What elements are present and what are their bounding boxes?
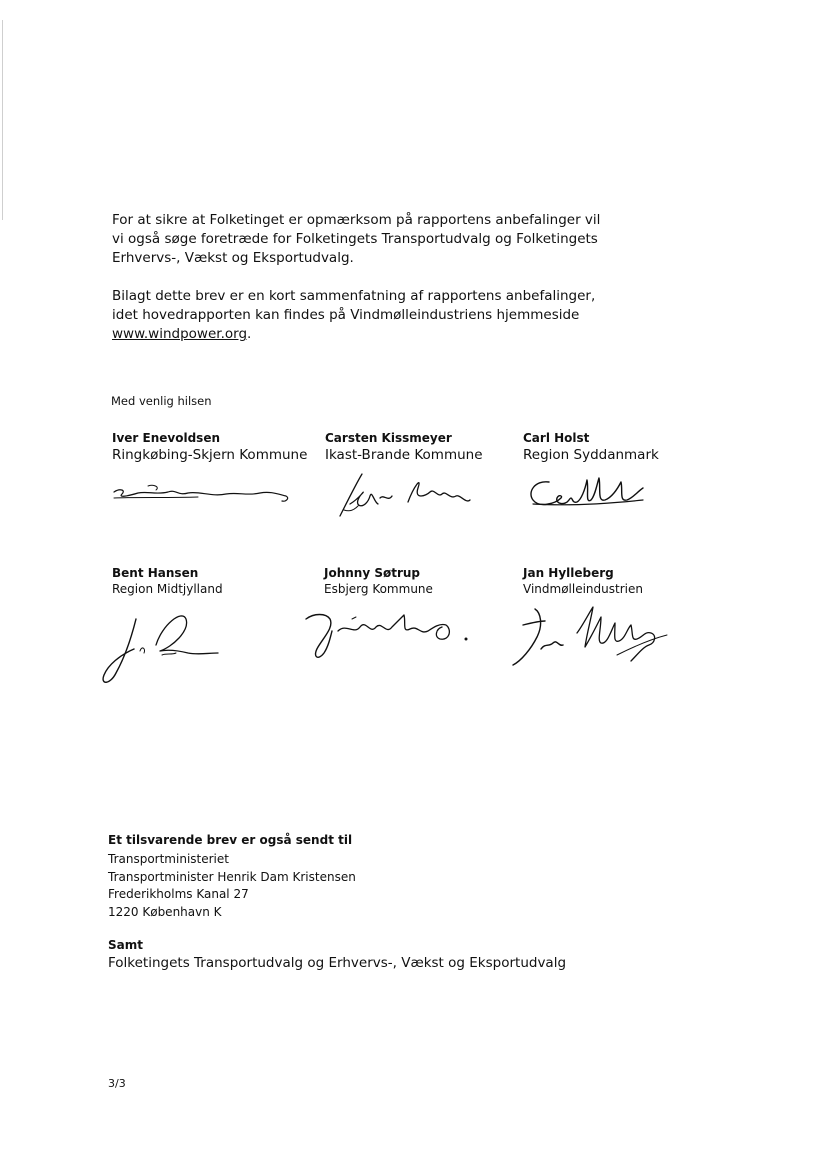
paragraph-bilagt-end: . <box>247 326 252 342</box>
signature-johnny-sotrup <box>300 605 480 665</box>
cc-line: Transportminister Henrik Dam Kristensen <box>108 869 356 884</box>
signature-bent-hansen <box>96 605 226 690</box>
cc-title: Et tilsvarende brev er også sendt til <box>108 833 353 847</box>
windpower-link[interactable]: www.windpower.org <box>112 326 248 342</box>
signatory-name: Jan Hylleberg <box>523 566 614 580</box>
signatory-name: Iver Enevoldsen <box>112 431 220 445</box>
signatory-name: Bent Hansen <box>112 566 199 580</box>
signature-carsten-kissmeyer <box>330 466 480 522</box>
signatory-3 <box>523 430 723 464</box>
scan-edge-mark <box>2 20 3 220</box>
signatory-name: Carl Holst <box>523 431 590 445</box>
signatory-name: Carsten Kissmeyer <box>325 431 452 445</box>
paragraph-bilagt-text: Bilagt dette brev er en kort sammenfatning af rapportens anbefalinger, idet hovedrapporten kan findes på Vindmølleindustriens hjemmeside <box>112 288 596 323</box>
signature-iver-enevoldsen <box>108 474 298 514</box>
signatory-name: Johnny Søtrup <box>324 566 421 580</box>
signatory-org: Region Syddanmark <box>523 447 659 463</box>
page-number: 3/3 <box>108 1077 126 1090</box>
signatory-org: Esbjerg Kommune <box>324 582 433 596</box>
samt-line: Folketingets Transportudvalg og Erhvervs-, Vækst og Eksportudvalg <box>108 955 567 971</box>
signatory-6 <box>523 565 723 597</box>
cc-address <box>108 851 356 921</box>
signatory-org: Vindmølleindustrien <box>523 582 643 596</box>
signatory-2 <box>325 430 525 464</box>
signatory-org: Ringkøbing-Skjern Kommune <box>112 447 308 463</box>
signatory-org: Ikast-Brande Kommune <box>325 447 483 463</box>
cc-line: Frederikholms Kanal 27 <box>108 887 249 901</box>
paragraph-bilagt <box>112 287 612 344</box>
signatory-5 <box>324 565 524 597</box>
signatory-4 <box>112 565 312 597</box>
signature-jan-hylleberg <box>505 603 675 669</box>
paragraph-folketinget: For at sikre at Folketinget er opmærksom på rapportens anbefalinger vil vi også søge foretræde for Folketingets Transportudvalg og Folketingets Erhvervs-, Vækst og Eksportudvalg. <box>112 212 601 266</box>
samt-title: Samt <box>108 938 143 952</box>
signature-carl-holst <box>525 470 655 516</box>
signatory-1 <box>112 430 312 464</box>
signatory-org: Region Midtjylland <box>112 582 223 596</box>
cc-line: 1220 København K <box>108 904 222 919</box>
cc-line: Transportministeriet <box>108 852 229 866</box>
closing-greeting: Med venlig hilsen <box>111 394 212 408</box>
